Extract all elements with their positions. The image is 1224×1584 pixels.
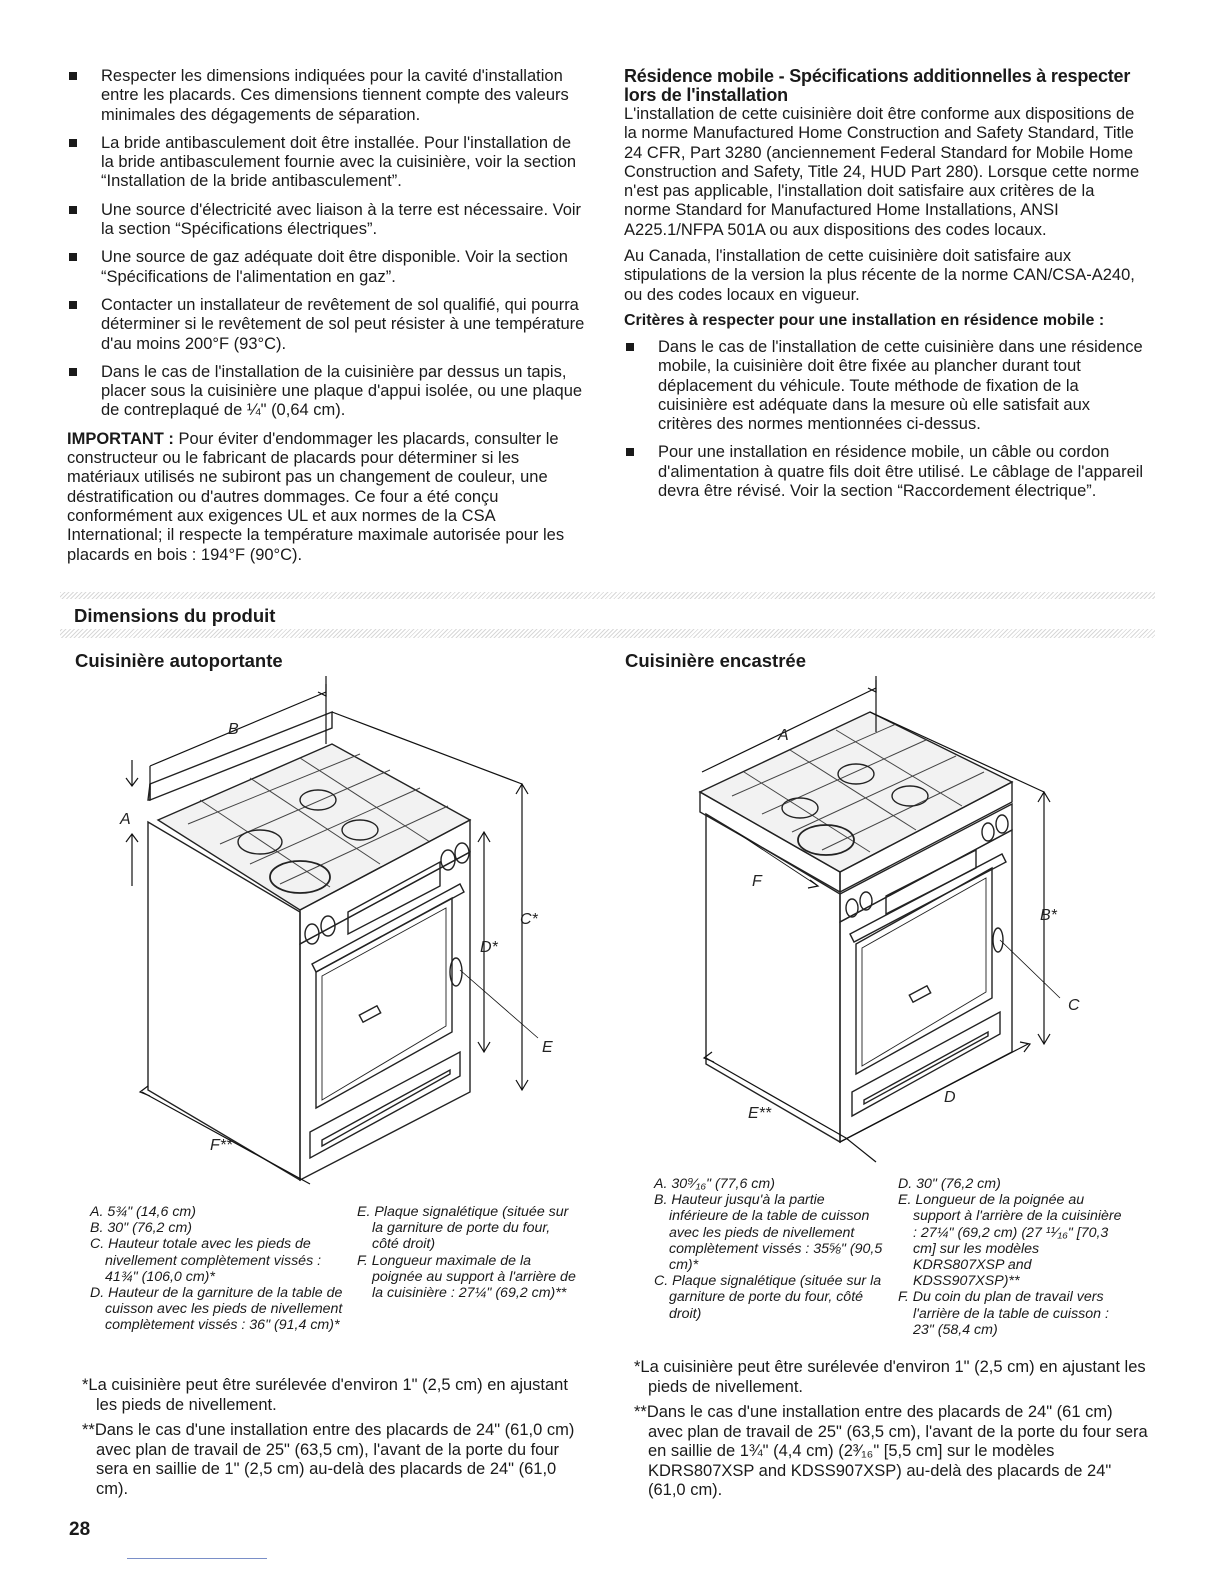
- freestanding-range-diagram: [60, 672, 580, 1192]
- label-c: C: [1068, 997, 1080, 1014]
- cooktop: [158, 744, 470, 910]
- legend-item: A. 30⁹⁄₁₆" (77,6 cm): [654, 1176, 775, 1192]
- list-item: Dans le cas de l'installation de cette cuisinière dans une résidence mobile, la cuisinière doit être fixée au plancher durant tout déplacement du véhicule. Toute méthode de fixation de la cuisinière est adéquate dans la mesure où elle satisfait aux critères des normes mentionnées ci-dessus.: [624, 338, 1144, 434]
- list-item: Pour une installation en résidence mobile, un câble ou cordon d'alimentation à quatre fils doit être utilisé. Le câblage de l'appareil devra être révisé. Voir la section “Raccordement électrique”.: [624, 443, 1144, 501]
- slidein-notes: [628, 1358, 1148, 1507]
- legend-item: E. Longueur de la poignée au support à l'arrière de la cuisinière : 27¼" (69,2 cm) (27 ¹¹⁄₁₆" [70,3 cm] sur les modèles KDRS807XSP and KDSS907XSP)**: [898, 1192, 1122, 1290]
- label-a: A: [778, 727, 789, 744]
- label-b: B*: [1040, 907, 1057, 924]
- legend-item: E. Plaque signalétique (située sur la garniture de porte du four, côté droit): [357, 1204, 569, 1253]
- mobile-paragraph-1: L'installation de cette cuisinière doit être conforme aux dispositions de la norme Manufactured Home Construction and Safety Standard, Title 24 CFR, Part 3280 (anciennement Federal Standard for Mobile Home Construction and Safety, Title 24, HUD Part 280). Lorsque cette norme n'est pas applicable, l'installation doit satisfaire aux critères de la norme Standard for Manufactured Home Installations, ANSI A225.1/NFPA 501A ou aux dispositions des codes locaux.: [624, 105, 1140, 239]
- important-label: IMPORTANT :: [67, 429, 174, 448]
- legend-item: A. 5¾" (14,6 cm): [90, 1204, 196, 1220]
- footnote: *La cuisinière peut être surélevée d'environ 1" (2,5 cm) en ajustant les pieds de nivellement.: [634, 1358, 1146, 1396]
- legend-item: B. Hauteur jusqu'à la partie inférieure de la table de cuisson avec les pieds de nivellement complètement vissés : 35⅝" (90,5 cm)*: [654, 1192, 883, 1274]
- mobile-paragraph-2: Au Canada, l'installation de cette cuisinière doit satisfaire aux stipulations de la version la plus récente de la norme CAN/CSA-A240, ou des codes locaux en vigueur.: [624, 247, 1135, 304]
- freestanding-legend-left: [90, 1204, 350, 1334]
- list-item: Contacter un installateur de revêtement de sol qualifié, qui pourra déterminer si le revêtement de sol peut résister à une température d'au moins 200°F (93°C).: [67, 296, 587, 354]
- important-note: [67, 430, 587, 565]
- section-band: [60, 592, 1155, 638]
- slidein-legend-left: [654, 1176, 886, 1322]
- slidein-legend-right: [898, 1176, 1128, 1338]
- label-e: E: [542, 1039, 553, 1056]
- list-item: Une source de gaz adéquate doit être disponible. Voir la section “Spécifications de l'alimentation en gaz”.: [67, 248, 587, 287]
- important-text: Pour éviter d'endommager les placards, consulter le constructeur ou le fabricant de placards pour déterminer si les matériaux utilisés ne subiront pas un changement de couleur, une déstratification ou d'autres dommages. Ce four a été conçu conformément aux exigences UL et aux normes de la CSA International; il respecte la température maximale autorisée pour les placards en bois : 194°F (90°C).: [67, 429, 565, 564]
- mobile-criteria-list: [624, 338, 1144, 501]
- label-f: F: [752, 873, 762, 890]
- footnote: *La cuisinière peut être surélevée d'environ 1" (2,5 cm) en ajustant les pieds de nivellement.: [82, 1376, 568, 1414]
- footer-rule: [127, 1558, 267, 1559]
- legend-item: F. Longueur maximale de la poignée au support à l'arrière de la cuisinière : 27¼" (69,2 cm)**: [357, 1252, 576, 1302]
- page-number: 28: [69, 1519, 91, 1540]
- list-item: Une source d'électricité avec liaison à la terre est nécessaire. Voir la section “Spécifications électriques”.: [67, 201, 587, 240]
- criteria-heading: Critères à respecter pour une installation en résidence mobile :: [624, 311, 1105, 329]
- requirements-list: [67, 67, 587, 421]
- legend-item: F. Du coin du plan de travail vers l'arrière de la table de cuisson : 23" (58,4 cm): [898, 1289, 1109, 1338]
- right-column: [624, 67, 1144, 510]
- section-title: Dimensions du produit: [74, 605, 276, 626]
- left-column: [67, 67, 587, 572]
- legend-item: B. 30" (76,2 cm): [90, 1220, 193, 1237]
- list-item: Dans le cas de l'installation de la cuisinière par dessus un tapis, placer sous la cuisinière une plaque d'appui isolée, ou une plaque de contreplaqué de ¼" (0,64 cm).: [67, 363, 587, 421]
- legend-item: D. Hauteur de la garniture de la table de cuisson avec les pieds de nivellement complètement vissés : 36" (91,4 cm)*: [90, 1285, 343, 1334]
- slidein-range-diagram: [640, 672, 1100, 1172]
- slidein-title: Cuisinière encastrée: [625, 650, 806, 671]
- freestanding-notes: [76, 1376, 586, 1505]
- label-d: D*: [480, 939, 498, 956]
- range-side: [706, 814, 840, 1142]
- footnote: **Dans le cas d'une installation entre des placards de 24" (61 cm) avec plan de travail de 25" (63,5 cm), l'avant de la porte du four sera en saillie de 1¾" (4,4 cm) (2³⁄₁₆" [5,5 cm] sur le modèles KDRS807XSP and KDSS907XSP) au-delà des placards de 24" (61,0 cm).: [634, 1403, 1148, 1499]
- mobile-heading: Résidence mobile - Spécifications additionnelles à respecter lors de l'installation: [624, 66, 1131, 105]
- list-item: Respecter les dimensions indiquées pour la cavité d'installation entre les placards. Ces dimensions tiennent compte des valeurs minimales des dégagements de séparation.: [67, 67, 587, 125]
- legend-item: C. Plaque signalétique (située sur la garniture de porte du four, côté droit): [654, 1273, 882, 1322]
- footnote: **Dans le cas d'une installation entre des placards de 24" (61,0 cm) avec plan de travail de 25" (63,5 cm), l'avant de la porte du four sera en saillie de 1" (2,5 cm) au-delà des placards de 24" (61,0 cm).: [82, 1421, 575, 1498]
- label-b: B: [228, 721, 239, 738]
- range-front: [300, 852, 470, 1180]
- label-d: D: [944, 1089, 956, 1106]
- label-c: C*: [520, 911, 538, 928]
- label-a: A: [120, 811, 131, 828]
- legend-item: D. 30" (76,2 cm): [898, 1176, 1001, 1192]
- freestanding-legend-right: [357, 1204, 579, 1301]
- label-f: F**: [210, 1137, 233, 1154]
- freestanding-title: Cuisinière autoportante: [75, 650, 283, 671]
- legend-item: C. Hauteur totale avec les pieds de nivellement complètement vissés : 41¾" (106,0 cm)*: [90, 1236, 322, 1285]
- label-e: E**: [748, 1105, 772, 1122]
- list-item: La bride antibasculement doit être installée. Pour l'installation de la bride antibasculement fournie avec la cuisinière, voir la section “Installation de la bride antibasculement”.: [67, 134, 587, 192]
